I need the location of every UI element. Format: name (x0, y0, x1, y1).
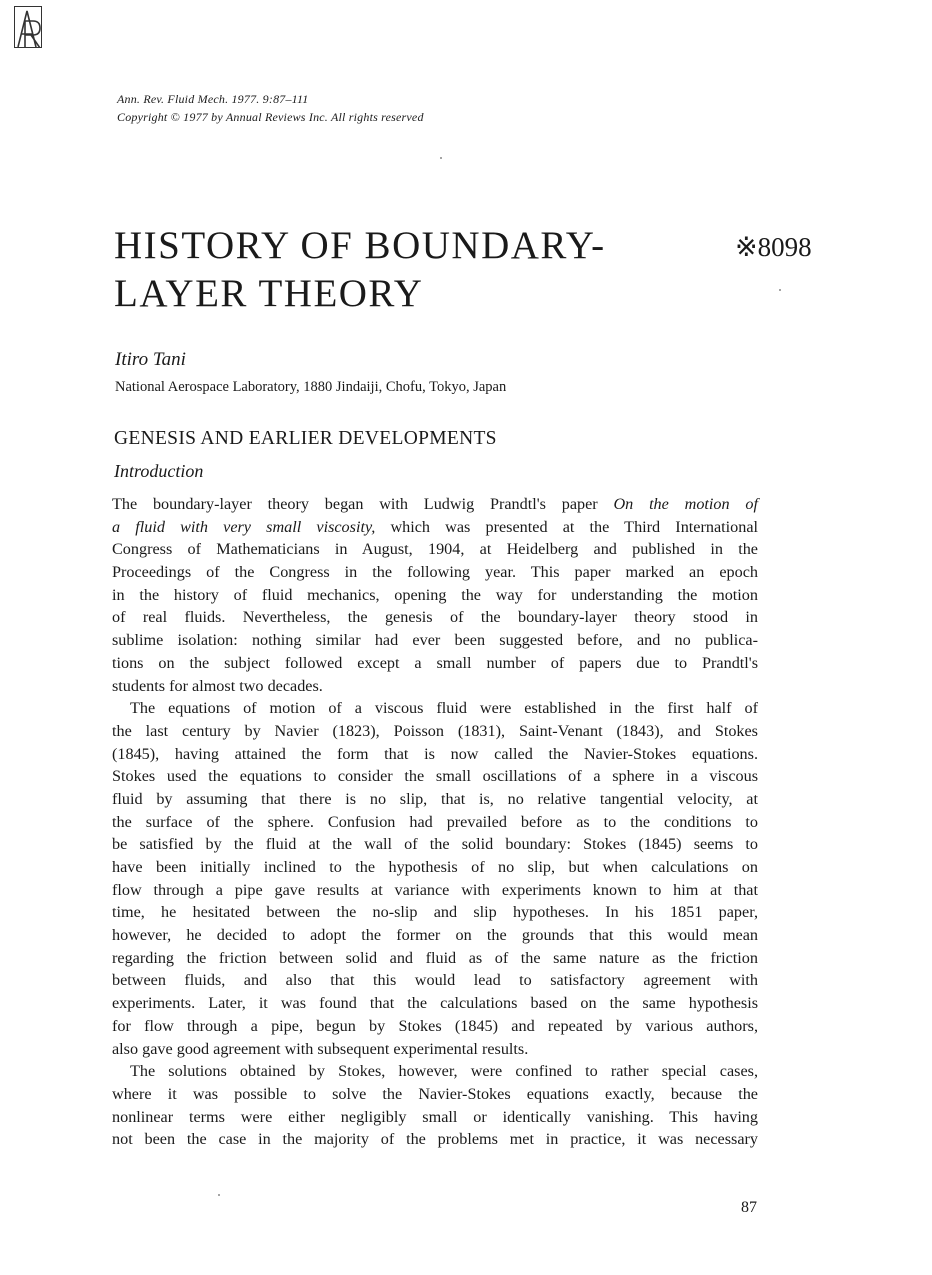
body-line: between fluids, and also that this would lead to satisfactory agreement with (112, 971, 758, 990)
journal-copyright: Copyright © 1977 by Annual Reviews Inc. All rights reserved (117, 110, 424, 124)
title-line-2: LAYER THEORY (114, 272, 424, 315)
body-line: tions on the subject followed except a small number of papers due to Prandtl's (112, 653, 758, 672)
article-title (114, 222, 606, 318)
page-number: 87 (741, 1199, 757, 1216)
subsection-heading: Introduction (114, 461, 204, 481)
body-line: experiments. Later, it was found that the calculations based on the same hypothesis (112, 994, 758, 1013)
body-line (112, 516, 758, 539)
paper-title-italic: a fluid with very small viscosity, (112, 517, 376, 536)
body-text (112, 493, 758, 1151)
body-line: Congress of Mathematicians in August, 1904, at Heidelberg and published in the (112, 540, 758, 559)
body-line: Proceedings of the Congress in the following year. This paper marked an epoch (112, 563, 758, 582)
body-line: time, he hesitated between the no-slip and slip hypotheses. In his 1851 paper, (112, 903, 758, 922)
body-text-span: The boundary-layer theory began with Ludwig Prandtl's paper (112, 495, 614, 513)
author-affiliation: National Aerospace Laboratory, 1880 Jindaiji, Chofu, Tokyo, Japan (115, 379, 507, 395)
body-line (112, 493, 758, 516)
body-line: the surface of the sphere. Confusion had prevailed before as to the conditions to (112, 812, 758, 831)
body-line: be satisfied by the fluid at the wall of the solid boundary: Stokes (1845) seems to (112, 835, 758, 854)
reference-number: ※8098 (735, 232, 812, 262)
journal-header (117, 90, 424, 126)
paragraph-1 (112, 538, 758, 697)
body-line: flow through a pipe gave results at variance with experiments known to him at that (112, 880, 758, 899)
body-line: also gave good agreement with subsequent experimental results. (112, 1039, 529, 1058)
body-line: Stokes used the equations to consider the small oscillations of a sphere in a viscous (112, 767, 758, 786)
paper-title-italic: On the motion of (613, 495, 758, 513)
body-line: however, he decided to adopt the former on the grounds that this would mean (112, 926, 758, 945)
journal-citation: Ann. Rev. Fluid Mech. 1977. 9:87–111 (117, 92, 309, 106)
body-line: nonlinear terms were either negligibly small or identically vanishing. This having (112, 1107, 758, 1126)
annual-reviews-logo (14, 6, 42, 48)
body-line: sublime isolation: nothing similar had ever been suggested before, and no publica- (112, 631, 758, 650)
body-line: the last century by Navier (1823), Poisson (1831), Saint-Venant (1843), and Stokes (112, 721, 758, 740)
paragraph-3 (112, 1060, 758, 1151)
body-line: of real fluids. Nevertheless, the genesis of the boundary-layer theory stood in (112, 608, 758, 627)
body-line: have been initially inclined to the hypothesis of no slip, but when calculations on (112, 858, 758, 876)
body-line: regarding the friction between solid and fluid as of the same nature as the friction (112, 948, 758, 967)
section-heading: GENESIS AND EARLIER DEVELOPMENTS (114, 428, 497, 449)
body-line: for flow through a pipe, begun by Stokes (1845) and repeated by various authors, (112, 1016, 758, 1035)
body-text-span: which was presented at the Third International (375, 517, 759, 536)
author-name: Itiro Tani (115, 349, 186, 370)
body-line: fluid by assuming that there is no slip, that is, no relative tangential velocity, at (112, 789, 758, 808)
body-line: where it was possible to solve the Navier-Stokes equations exactly, because the (112, 1084, 758, 1103)
body-line: not been the case in the majority of the problems met in practice, it was necessary (112, 1130, 758, 1149)
body-line: (1845), having attained the form that is now called the Navier-Stokes equations. (112, 744, 758, 763)
title-line-1: HISTORY OF BOUNDARY- (114, 224, 606, 267)
body-line: The equations of motion of a viscous fluid were established in the first half of (130, 699, 758, 718)
body-line: in the history of fluid mechanics, opening the way for understanding the motion (112, 585, 758, 604)
scan-speck (218, 1194, 220, 1196)
scan-speck (779, 289, 781, 291)
body-line: The solutions obtained by Stokes, however, were confined to rather special cases, (130, 1062, 758, 1081)
scan-speck (440, 157, 442, 159)
body-line: students for almost two decades. (112, 676, 323, 695)
paragraph-2 (112, 697, 758, 1060)
